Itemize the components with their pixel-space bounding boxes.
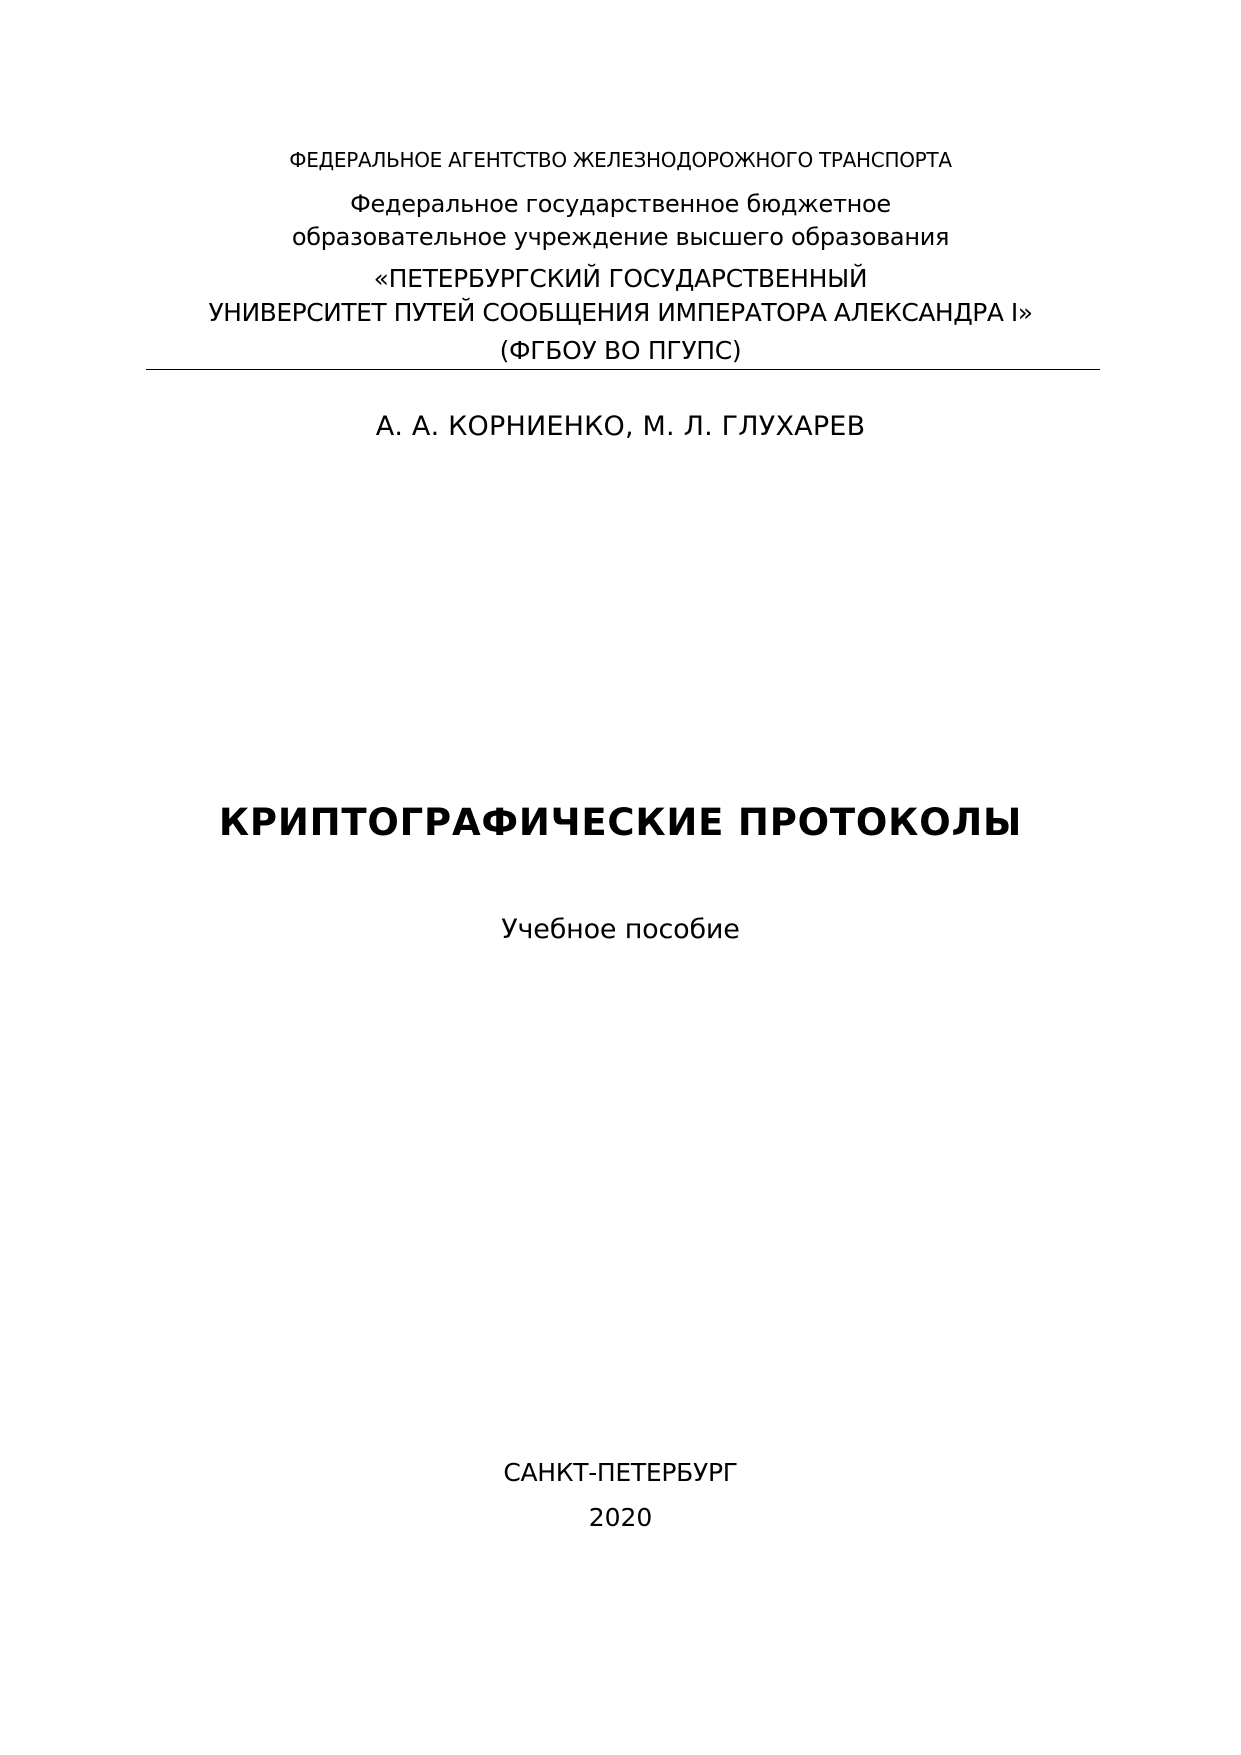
document-title: КРИПТОГРАФИЧЕСКИЕ ПРОТОКОЛЫ: [218, 801, 1023, 844]
header-divider: [146, 369, 1100, 370]
authors: А. А. КОРНИЕНКО, М. Л. ГЛУХАРЕВ: [375, 411, 866, 442]
document-subtitle: Учебное пособие: [501, 914, 740, 945]
university-name-line-2: УНИВЕРСИТЕТ ПУТЕЙ СООБЩЕНИЯ ИМПЕРАТОРА АЛЕКСАНДРА I»: [208, 298, 1033, 327]
institution-type-line-1: Федеральное государственное бюджетное: [350, 190, 891, 218]
agency-name: ФЕДЕРАЛЬНОЕ АГЕНТСТВО ЖЕЛЕЗНОДОРОЖНОГО ТРАНСПОРТА: [289, 148, 952, 172]
institution-type-line-2: образовательное учреждение высшего образования: [291, 223, 950, 251]
university-name-line-1: «ПЕТЕРБУРГСКИЙ ГОСУДАРСТВЕННЫЙ: [373, 264, 868, 293]
publication-city: САНКТ-ПЕТЕРБУРГ: [503, 1458, 738, 1487]
university-abbreviation: (ФГБОУ ВО ПГУПС): [499, 336, 742, 365]
publication-year: 2020: [588, 1503, 653, 1532]
